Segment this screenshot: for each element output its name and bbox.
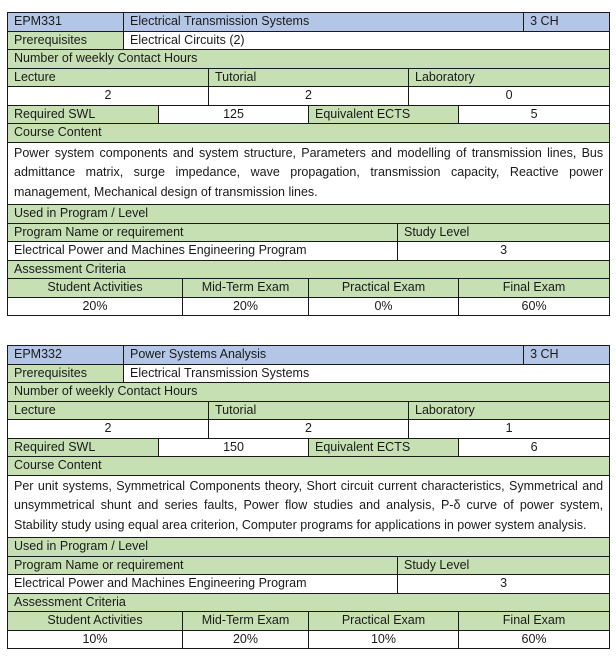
assessment-value-midterm: 20% <box>183 297 309 316</box>
assessment-criteria-label: Assessment Criteria <box>8 593 610 612</box>
study-level-value: 3 <box>398 575 610 594</box>
ects-value: 6 <box>459 438 610 457</box>
assessment-header-midterm: Mid-Term Exam <box>183 279 309 298</box>
course-code: EPM331 <box>8 13 124 32</box>
contact-hours-label: Number of weekly Contact Hours <box>8 383 610 402</box>
course-table-epm331 <box>7 12 609 316</box>
assessment-header-midterm: Mid-Term Exam <box>183 612 309 631</box>
lecture-value: 2 <box>8 420 209 439</box>
swl-value: 125 <box>159 105 309 124</box>
used-in-program-label: Used in Program / Level <box>8 538 610 557</box>
course-table-epm332 <box>7 345 609 649</box>
course-content-text: Power system components and system structure, Parameters and modelling of transmission lines, Bus admittance matrix, surge impedance, wave propagation, transmission capacity, Reactive power management, Mechanical design of transmission lines. <box>8 142 610 205</box>
used-in-program-label: Used in Program / Level <box>8 205 610 224</box>
assessment-value-final: 60% <box>459 297 610 316</box>
course-content-text: Per unit systems, Symmetrical Components theory, Short circuit current characteristics, Symmetrical and unsymmetrical shunt and series faults, Power flow studies and analysis, P-δ curve of power system, Stability study using equal area criterion, Computer programs for applications in power system analysis. <box>8 475 610 538</box>
ects-label: Equivalent ECTS <box>309 105 459 124</box>
tutorial-label: Tutorial <box>209 401 409 420</box>
assessment-value-final: 60% <box>459 630 610 649</box>
prerequisites-label: Prerequisites <box>8 364 124 383</box>
assessment-header-final: Final Exam <box>459 279 610 298</box>
laboratory-value: 1 <box>409 420 610 439</box>
program-name-value: Electrical Power and Machines Engineering Program <box>8 575 398 594</box>
course-content-label: Course Content <box>8 124 610 143</box>
prerequisites-value: Electrical Transmission Systems <box>124 364 610 383</box>
lecture-label: Lecture <box>8 68 209 87</box>
study-level-label: Study Level <box>398 556 610 575</box>
assessment-header-practical: Practical Exam <box>309 279 459 298</box>
assessment-value-student-activities: 10% <box>8 630 183 649</box>
course-title: Electrical Transmission Systems <box>124 13 524 32</box>
program-name-label: Program Name or requirement <box>8 223 398 242</box>
assessment-header-student-activities: Student Activities <box>8 612 183 631</box>
swl-label: Required SWL <box>8 105 159 124</box>
credit-hours: 3 CH <box>524 346 610 365</box>
assessment-value-midterm: 20% <box>183 630 309 649</box>
study-level-value: 3 <box>398 242 610 261</box>
assessment-value-student-activities: 20% <box>8 297 183 316</box>
assessment-criteria-label: Assessment Criteria <box>8 260 610 279</box>
laboratory-value: 0 <box>409 87 610 106</box>
study-level-label: Study Level <box>398 223 610 242</box>
tutorial-label: Tutorial <box>209 68 409 87</box>
course-content-label: Course Content <box>8 457 610 476</box>
lecture-label: Lecture <box>8 401 209 420</box>
tutorial-value: 2 <box>209 87 409 106</box>
course-title: Power Systems Analysis <box>124 346 524 365</box>
prerequisites-label: Prerequisites <box>8 31 124 50</box>
ects-value: 5 <box>459 105 610 124</box>
assessment-header-practical: Practical Exam <box>309 612 459 631</box>
laboratory-label: Laboratory <box>409 68 610 87</box>
tutorial-value: 2 <box>209 420 409 439</box>
credit-hours: 3 CH <box>524 13 610 32</box>
program-name-label: Program Name or requirement <box>8 556 398 575</box>
laboratory-label: Laboratory <box>409 401 610 420</box>
contact-hours-label: Number of weekly Contact Hours <box>8 50 610 69</box>
assessment-header-student-activities: Student Activities <box>8 279 183 298</box>
assessment-header-final: Final Exam <box>459 612 610 631</box>
swl-label: Required SWL <box>8 438 159 457</box>
ects-label: Equivalent ECTS <box>309 438 459 457</box>
lecture-value: 2 <box>8 87 209 106</box>
course-code: EPM332 <box>8 346 124 365</box>
program-name-value: Electrical Power and Machines Engineering Program <box>8 242 398 261</box>
assessment-value-practical: 0% <box>309 297 459 316</box>
swl-value: 150 <box>159 438 309 457</box>
prerequisites-value: Electrical Circuits (2) <box>124 31 610 50</box>
assessment-value-practical: 10% <box>309 630 459 649</box>
